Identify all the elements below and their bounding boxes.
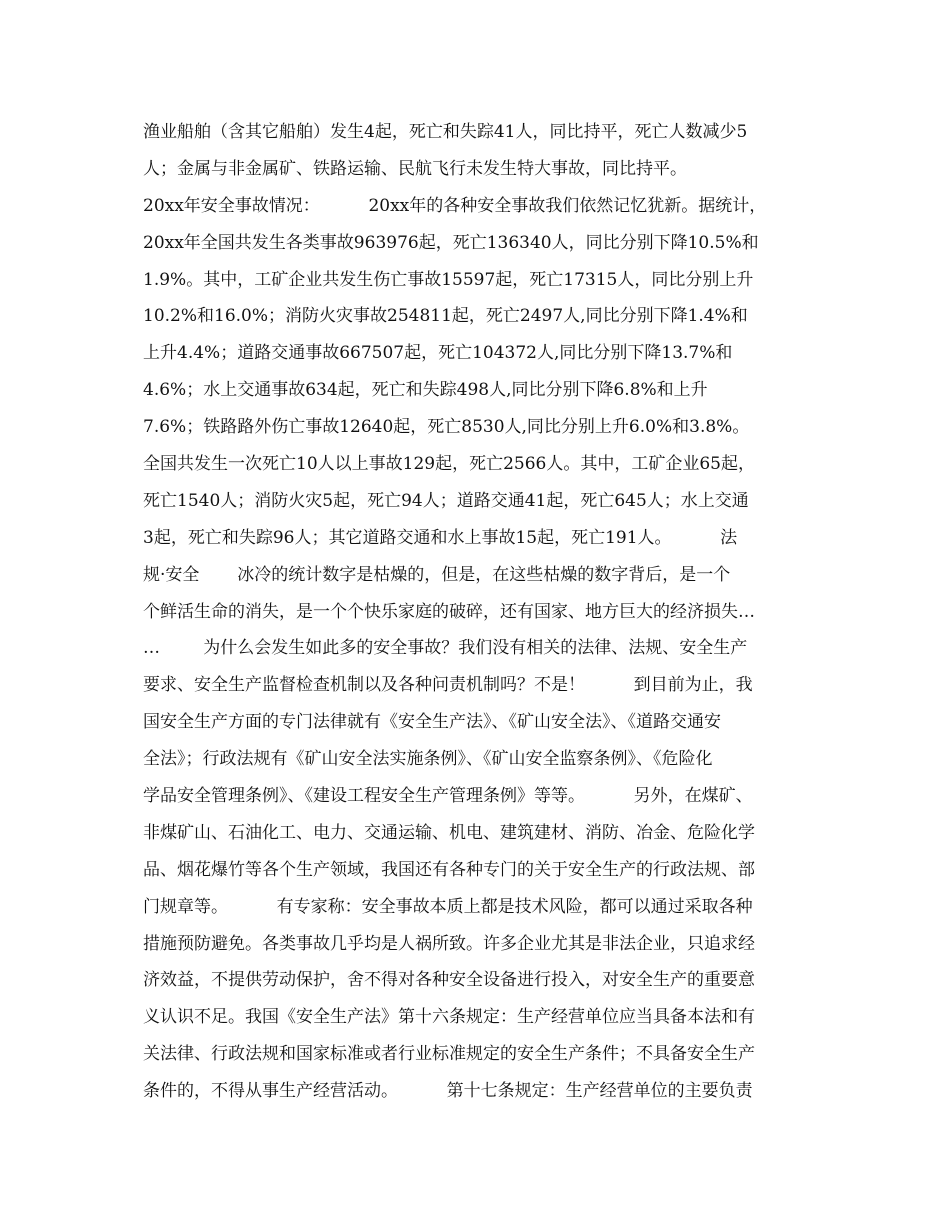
text-line: 规·安全 冰冷的统计数字是枯燥的，但是，在这些枯燥的数字背后，是一个 xyxy=(143,564,731,585)
text-line: 10.2%和16.0%；消防火灾事故254811起，死亡2497人,同比分别下降1.4%和 xyxy=(143,306,748,327)
text-line: 国安全生产方面的专门法律就有《安全生产法》、《矿山安全法》、《道路交通安 xyxy=(143,712,721,733)
text-line: 4.6%；水上交通事故634起，死亡和失踪498人,同比分别下降6.8%和上升 xyxy=(143,380,708,401)
text-line: 渔业船舶（含其它船舶）发生4起，死亡和失踪41人，同比持平，死亡人数减少5 xyxy=(143,122,748,142)
text-line: 品、烟花爆竹等各个生产领域，我国还有各种专门的关于安全生产的行政法规、部 xyxy=(143,859,755,880)
text-line: 1.9%。其中，工矿企业共发生伤亡事故15597起，死亡17315人，同比分别上升 xyxy=(143,269,754,290)
text-line: 义认识不足。我国《安全生产法》第十六条规定：生产经营单位应当具备本法和有 xyxy=(143,1007,755,1028)
text-line: 济效益，不提供劳动保护，舍不得对各种安全设备进行投入，对安全生产的重要意 xyxy=(143,970,755,991)
text-line: 20xx年全国共发生各类事故963976起，死亡136340人，同比分别下降10.5%和 xyxy=(143,232,759,253)
text-line: 20xx年安全事故情况： 20xx年的各种安全事故我们依然记忆犹新。据统计， xyxy=(143,195,767,216)
text-line: 人；金属与非金属矿、铁路运输、民航飞行未发生特大事故，同比持平。 xyxy=(143,158,687,179)
text-line: 关法律、行政法规和国家标准或者行业标准规定的安全生产条件；不具备安全生产 xyxy=(143,1044,755,1065)
text-line: 3起，死亡和失踪96人；其它道路交通和水上事故15起，死亡191人。 法 xyxy=(143,527,738,548)
body-text xyxy=(143,114,823,1110)
text-line: 学品安全管理条例》、《建设工程安全生产管理条例》等等。 另外，在煤矿、 xyxy=(143,786,753,807)
text-line: 个鲜活生命的消失，是一个个快乐家庭的破碎，还有国家、地方巨大的经济损失… xyxy=(143,601,755,622)
text-line: 要求、安全生产监督检查机制以及各种问责机制吗？不是！ 到目前为止，我 xyxy=(143,675,753,696)
text-line: 死亡1540人；消防火灾5起，死亡94人；道路交通41起，死亡645人；水上交通 xyxy=(143,490,749,511)
text-line: 上升4.4%；道路交通事故667507起，死亡104372人,同比分别下降13.7%和 xyxy=(143,343,733,364)
text-line: 7.6%；铁路路外伤亡事故12640起，死亡8530人,同比分别上升6.0%和3.8%。 xyxy=(143,417,750,438)
text-line: … 为什么会发生如此多的安全事故？我们没有相关的法律、法规、安全生产 xyxy=(143,638,748,659)
text-line: 非煤矿山、石油化工、电力、交通运输、机电、建筑建材、消防、冶金、危险化学 xyxy=(143,822,755,843)
text-line: 全法》；行政法规有《矿山安全法实施条例》、《矿山安全监察条例》、《危险化 xyxy=(143,749,713,770)
text-line: 全国共发生一次死亡10人以上事故129起，死亡2566人。其中，工矿企业65起， xyxy=(143,454,755,475)
text-line: 条件的，不得从事生产经营活动。 第十七条规定：生产经营单位的主要负责 xyxy=(143,1081,753,1102)
text-line: 门规章等。 有专家称：安全事故本质上都是技术风险，都可以通过采取各种 xyxy=(143,896,753,917)
text-line: 措施预防避免。各类事故几乎均是人祸所致。许多企业尤其是非法企业，只追求经 xyxy=(143,933,755,954)
